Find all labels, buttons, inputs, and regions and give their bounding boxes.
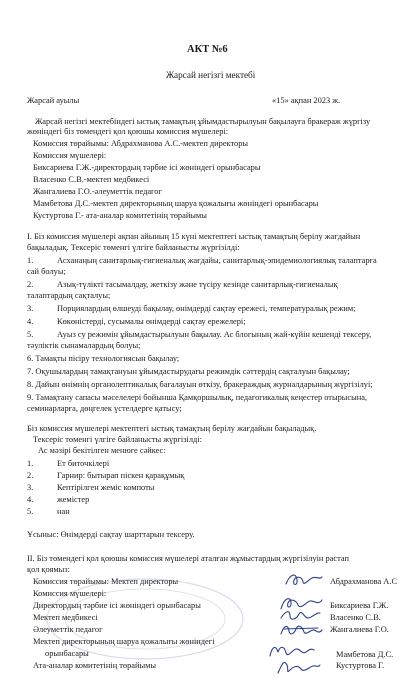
recommendation: Ұсыныс: Өнімдерді сақтау шарттарын тексеру. bbox=[27, 530, 195, 539]
signer-name: Власенко С.В. bbox=[330, 613, 381, 622]
signer-name: Мамбетова Д.С. bbox=[336, 650, 394, 659]
signature-role: Комиссия мүшелері: bbox=[33, 589, 107, 598]
check-item: 2. Азық-түлікті тасымалдау, жеткізу және түсіру кезінде санитарлық-гигиеналық bbox=[27, 280, 338, 289]
check-item: тәуліктік сынамалардың болуы; bbox=[27, 341, 141, 350]
section3-line: ІІ. Біз төмендегі қол қоюшы комиссия мүшелері аталған жұмыстардың жүргізілуін растап bbox=[27, 554, 349, 563]
commission-line: Комиссия мүшелері: bbox=[33, 151, 107, 160]
check-item: семинарларға, дөңгелек үстелдерге қатысу; bbox=[27, 404, 182, 413]
signer-name: Кустуртова Г. bbox=[336, 661, 385, 670]
signer-name: Биксариева Г.Ж. bbox=[330, 601, 389, 610]
commission-line: Биксариева Г.Ж.-директордың тәрбие ісі жөніндегі орынбасары bbox=[33, 163, 261, 172]
signature-role: Әлеуметтік педагог bbox=[33, 625, 103, 634]
commission-line: Мамбетова Д.С.-мектеп директорының шаруа қожалығы жөніндегі орынбасары bbox=[33, 199, 319, 208]
check-item: 7. Оқушылардың тамақтануын ұйымдастырудағы режимдік сәттердің сақталуын бақылау; bbox=[27, 367, 350, 376]
menu-item: 4. жемістер bbox=[27, 495, 90, 504]
check-item: 6. Тамақты пісіру технологиясын бақылау; bbox=[27, 354, 180, 363]
check-item: талаптардың сақталуы; bbox=[27, 291, 111, 300]
menu-item: 1. Ет биточкілері bbox=[27, 459, 110, 468]
menu-item: 5. нан bbox=[27, 507, 70, 516]
signature-role: Мектеп медбикесі bbox=[33, 613, 98, 622]
signature-role: Директордың тәрбие ісі жөніндегі орынбасары bbox=[33, 601, 201, 610]
commission-line: Комиссия төрайымы: Абдрахманова А.С.-мектеп директоры bbox=[33, 139, 249, 148]
check-item: 8. Дайын өнімнің органолептикалық бағалауын өткізу, бракераждық журналдарының жүргізілуі; bbox=[27, 380, 373, 389]
intro-line: Жарсай негізгі мектебіндегі ыстық тамақтың ұйымдастырылуын бақылауға бракераж жүргізу bbox=[35, 117, 371, 126]
act-title: АКТ №6 bbox=[187, 44, 228, 55]
check-item: сай болуы; bbox=[27, 267, 66, 276]
check-item: 5. Ауыз су режимін ұйымдастырылуын бақылау. Ас блогының жай-күйін кешенді тексеру, bbox=[27, 330, 372, 339]
signature-kusturtova bbox=[274, 656, 322, 678]
section2-line: Тексеріс төменгі үлгіге байланысты жүргізілді: bbox=[33, 435, 202, 444]
school-name: Жарсай негізгі мектебі bbox=[166, 70, 256, 80]
act-date: «15» ақпан 2023 ж. bbox=[272, 96, 341, 105]
signer-name: Абдрахманова А.С bbox=[330, 577, 398, 586]
signature-role: Мектеп директорының шаруа қожалығы жөніндегі bbox=[33, 637, 215, 646]
check-item: 3. Порциялардың өлшеуді бақылау, өнімдерді сақтау ережесі, температуралық режим; bbox=[27, 304, 356, 313]
commission-line: Жангалиева Г.О.-әлеуметтік педагог bbox=[33, 187, 162, 196]
signature-role: орынбасары bbox=[45, 649, 89, 658]
check-item: 9. Тамақтану сапасы мәселелері бойынша Қамқоршылық, педагогикалық кеңестер отырысына, bbox=[27, 393, 368, 402]
signer-name: Жангалиева Г.О. bbox=[330, 625, 389, 634]
menu-item: 3. Кептірілген жеміс компоты bbox=[27, 483, 155, 492]
commission-line: Кустуртова Г.- ата-аналар комитетінің төрайымы bbox=[33, 211, 207, 220]
intro-line: жөніндегі біз төмендегі қол қоюшы комиссия мүшелері: bbox=[27, 127, 229, 136]
section2-line: Біз комиссия мүшелері мектептегі ыстық тамақтың берілу жағдайын бақыладық. bbox=[27, 424, 317, 433]
signature-role: Комиссия төрайымы: Мектеп директоры bbox=[33, 577, 179, 586]
place-name: Жарсай ауылы bbox=[27, 96, 80, 105]
section3-line: қол қоямыз: bbox=[27, 565, 70, 574]
check-item: 1. Асханаңың санитарлық-гигиеналық жағдайы, санитарлық-эпидемиологиялық талаптарға bbox=[27, 256, 377, 265]
menu-item: 2. Гарнир: бытырап піскен қарақұмық bbox=[27, 471, 185, 480]
commission-line: Власенко С.В.-мектеп медбикесі bbox=[33, 175, 150, 184]
signature-role: Ата-аналар комитетінің төрайымы bbox=[33, 661, 157, 670]
section1-line: І. Біз комиссия мүшелері ақпан айының 15 күні мектептегі ыстық тамақтың берілу жағдайын bbox=[27, 232, 361, 241]
section1-line: бақыладық. Тексеріс төменгі үлгіге байланысты жүргізілді: bbox=[27, 243, 240, 252]
signature-zhangalieva bbox=[278, 620, 324, 640]
signature-abdrakhmanova bbox=[282, 568, 326, 590]
section2-line: Ас мәзірі бекітілген менюге сәйкес: bbox=[38, 446, 166, 455]
check-item: 4. Көкөністерді, сусымалы өнімдерді сақтау ережелері; bbox=[27, 317, 246, 326]
